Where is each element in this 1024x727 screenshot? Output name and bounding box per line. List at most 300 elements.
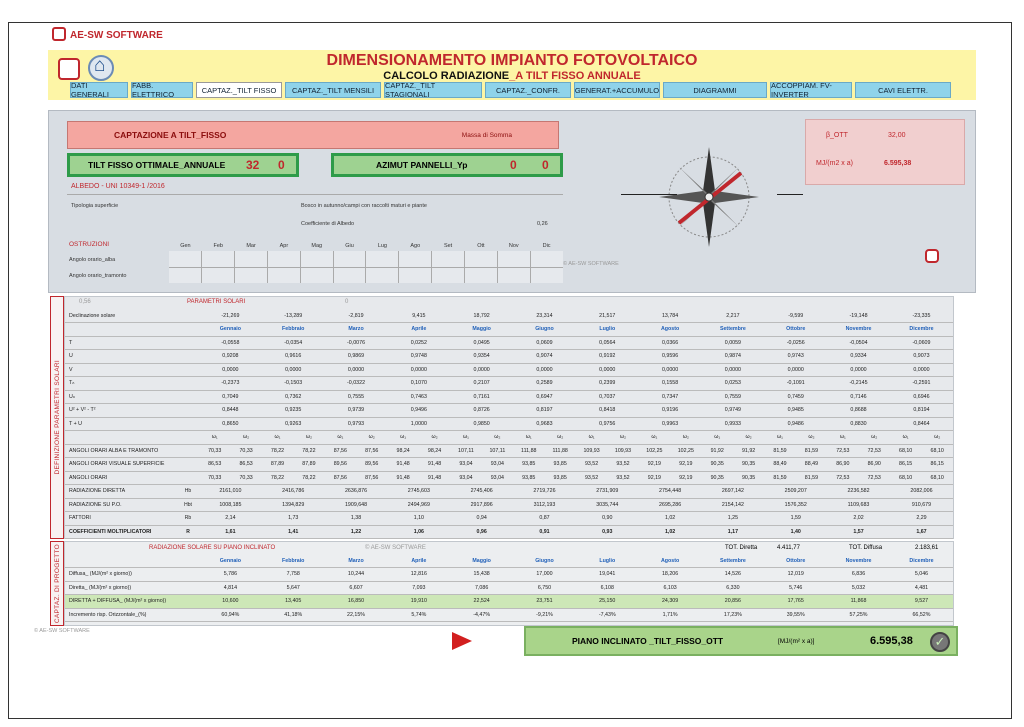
check-icon[interactable]: ✓ [930, 632, 950, 652]
row-symbol [177, 309, 199, 323]
table-cell: ω₁ [262, 431, 293, 445]
table-cell: 0,90 [576, 512, 639, 526]
table-cell: 0,91 [513, 525, 576, 539]
tab-5[interactable]: CAPTAZ._TILT STAGIONALI [384, 82, 482, 98]
table-cell: -0,0354 [262, 336, 325, 350]
ostruzioni-cell[interactable] [334, 251, 366, 267]
table-cell: 6,330 [702, 581, 765, 595]
table-cell: 1394,829 [262, 498, 325, 512]
row-symbol [177, 458, 199, 472]
table-cell: 19,910 [387, 595, 450, 609]
table-cell: 72,53 [827, 471, 858, 485]
captazione-panel [48, 110, 976, 293]
table-cell: ω₁ [199, 431, 230, 445]
table-cell: 0,9263 [262, 417, 325, 431]
table-cell: 3035,744 [576, 498, 639, 512]
table-cell: 3112,193 [513, 498, 576, 512]
table-cell: -7,43% [576, 608, 639, 622]
table-cell: 88,49 [796, 458, 827, 472]
ostruzioni-cell[interactable] [366, 268, 398, 284]
ostruzioni-cell[interactable] [465, 268, 497, 284]
row-symbol [177, 431, 199, 445]
table-cell: 0,9235 [262, 404, 325, 418]
table-cell: -0,1091 [764, 377, 827, 391]
ostruzioni-cell[interactable] [432, 251, 464, 267]
table-cell: 22,524 [450, 595, 513, 609]
table-cell: Luglio [576, 323, 639, 337]
table-cell: 68,10 [890, 444, 921, 458]
table-cell: 0,9756 [576, 417, 639, 431]
table-cell: 2,14 [199, 512, 262, 526]
tab-10[interactable]: CAVI ELETTR. [855, 82, 951, 98]
table-cell: 87,89 [262, 458, 293, 472]
ostruzioni-cell[interactable] [169, 251, 201, 267]
ostruzioni-cell[interactable] [334, 268, 366, 284]
ostruzioni-month: Nov [508, 243, 519, 249]
table-row [65, 595, 953, 609]
table-cell: 89,56 [325, 458, 356, 472]
table-cell: 1,17 [702, 525, 765, 539]
table-cell: -0,2591 [890, 377, 953, 391]
table-cell: -19,148 [827, 309, 890, 323]
row-symbol [177, 404, 199, 418]
albedo-coef-value: 0,26 [537, 221, 548, 227]
table-cell: 0,9496 [387, 404, 450, 418]
tab-4[interactable]: CAPTAZ._TILT MENSILI [285, 82, 381, 98]
table-cell: 17,000 [513, 568, 576, 582]
table-cell: 1,22 [325, 525, 388, 539]
table-cell: 0,8650 [199, 417, 262, 431]
ostruzioni-cell[interactable] [202, 268, 234, 284]
ostruzioni-grid[interactable] [169, 251, 563, 283]
table-cell: 111,88 [544, 444, 575, 458]
ostruzioni-cell[interactable] [169, 268, 201, 284]
ostruzioni-month: Ago [410, 243, 421, 249]
table-cell: ω₂ [796, 431, 827, 445]
table-cell: 1576,352 [764, 498, 827, 512]
row-label: Declinazione solare [65, 309, 177, 323]
table-cell: 93,52 [576, 458, 607, 472]
table-row [65, 525, 953, 539]
table-cell: 2,217 [702, 309, 765, 323]
row-label: Diretta_ (MJ/(m² x giorno)) [65, 581, 177, 595]
table-cell: -0,0076 [325, 336, 388, 350]
table-row [65, 323, 953, 337]
table-cell: 0,9074 [513, 350, 576, 364]
table-cell: 0,7463 [387, 390, 450, 404]
table-cell: 2695,286 [639, 498, 702, 512]
table-cell: -21,269 [199, 309, 262, 323]
compass-icon [649, 139, 769, 257]
table-cell: 98,24 [419, 444, 450, 458]
row-symbol [177, 323, 199, 337]
table-cell: -13,289 [262, 309, 325, 323]
table-cell: 0,0564 [576, 336, 639, 350]
table-cell: 2731,909 [576, 485, 639, 499]
ostruzioni-cell[interactable] [498, 251, 530, 267]
ostruzioni-month: Feb [213, 243, 223, 249]
table-cell: 0,6946 [890, 390, 953, 404]
row-label: Incremento risp. Orizzontale_(%) [65, 608, 177, 622]
table-cell: ω₂ [356, 431, 387, 445]
table-cell: 2754,448 [639, 485, 702, 499]
table-cell: 87,89 [293, 458, 324, 472]
table-cell: ω₂ [544, 431, 575, 445]
table-cell: 0,9596 [639, 350, 702, 364]
row-symbol: Hb [177, 485, 199, 499]
table-cell: -2,819 [325, 309, 388, 323]
table-cell: 107,11 [450, 444, 481, 458]
table-cell: Maggio [450, 323, 513, 337]
table-cell: -23,335 [890, 309, 953, 323]
table-row [65, 431, 953, 445]
table-cell: 10,244 [325, 568, 388, 582]
table-cell: Novembre [827, 554, 890, 568]
row-symbol [177, 581, 199, 595]
table-cell: 0,2107 [450, 377, 513, 391]
table-cell: 15,438 [450, 568, 513, 582]
table-cell: ω₁ [576, 431, 607, 445]
ostruzioni-cell[interactable] [235, 268, 267, 284]
table-cell: -9,21% [513, 608, 576, 622]
table-cell: -9,599 [764, 309, 827, 323]
tipologia-value[interactable]: Bosco in autunno/campi con raccolti maturi e piante [301, 203, 427, 209]
table-cell: 87,56 [325, 471, 356, 485]
table-cell: Luglio [576, 554, 639, 568]
table-cell: -0,0322 [325, 377, 388, 391]
params-table-panel: 0,56 PARAMETRI SOLARI 0 Declinazione solare -21,269 -13,289 -2,819 9,415 18,792 23,314 21,517 13,784 2,217 -9,599 -19,148 -23,335 Gennaio Febbraio Marzo Aprile Maggio Giugno Luglio Agosto Settembre Ottobre Novembre Dicembre T -0,0558 -0,0354 -0,0076 0,0252 0,0495 0,0609 0,0564 0,0366 0,0059 -0,0256 -0,0504 -0,0609 U 0,9208 0,9616 0,9869 0,9748 0,9354 0,9074 0,9192 0,9596 0,9874 0,9743 0,9334 0,9073 V 0,0000 0,0000 0,0000 0,0000 0,0000 0,0000 0,0000 0,0000 0,0000 0,0000 0,0000 0,0000 Tₙ -0,2373 -0,1503 -0,0322 0,1070 0,2107 0,2589 0,2399 0,1558 0,0253 -0,1091 -0,2145 -0,2591 Uₙ 0,7049 0,7362 0,7555 0,7463 0,7161 0,6947 0,7037 0,7347 0,7559 0,7459 0,7146 0,6946 U² + V² - T² 0,8448 0,9235 0,9739 0,9496 0,8726 0,8197 0,8418 0,9196 0,9749 0,9485 0,8688 0,8194 T + U 0,8650 0,9263 0,9793 1,0000 0,9850 0,9683 0,9756 0,9963 0,9933 0,9486 0,8830 0,8464 ω₁ ω₂ ω₁ ω₂ ω₁ ω₂ ω₁ ω₂ ω₁ ω₂ ω₁ ω₂ ω₁ ω₂ ω₁ ω₂ ω₁ ω₂ ω₁ ω₂ ω₁ ω₂ ω₁ ω₂ ANGOLI ORARI ALBA E TRAMONTO 70,33 70,33 78,22 78,22 87,56 87,56 98,24 98,24 107,11 107,11 111,88 111,88 109,93 109,93 102,25 102,25 91,92 91,92 81,59 81,59 72,53 72,53 68,10 68,10 ANGOLI ORARI VISUALE SUPERFICIE 86,53 86,53 87,89 87,89 89,56 89,56 91,48 91,48 93,04 93,04 93,85 93,85 93,52 93,52 92,19 92,19 90,35 90,35 88,49 88,49 86,90 86,90 86,15 86,15 ANGOLI ORARI 70,33 70,33 78,22 78,22 87,56 87,56 91,48 91,48 93,04 93,04 93,85 93,85 93,52 93,52 92,19 92,19 90,35 90,35 81,59 81,59 72,53 72,53 68,10 68,10 RADIAZIONE DIRETTA Hb 2161,010 2416,786 2636,876 2745,603 2745,406 2719,726 2731,909 2754,448 2697,142 2509,207 2236,582 2082,006 RADIAZIONE SU P.O. Hbt 1008,185 1394,829 1909,648 2494,969 2917,896 3112,193 3035,744 2695,286 2154,142 1576,352 1109,683 910,679 FATTORI Rb 2,14 1,73 1,38 1,10 0,94 0,87 0,90 1,02 1,25 1,59 2,02 2,29 COEFFICIENTI MOLTIPLICATORI R 1,61 1,41 1,22 1,06 0,96 0,91 0,93 1,02 1,17 1,40 1,57 1,67 [64, 296, 954, 539]
table-cell: 1,41 [262, 525, 325, 539]
table-cell: 2745,406 [450, 485, 513, 499]
table-cell: 93,52 [607, 458, 638, 472]
row-symbol: R [177, 525, 199, 539]
table-cell: 93,52 [607, 471, 638, 485]
table-cell: 0,9748 [387, 350, 450, 364]
ostruzioni-cell[interactable] [399, 268, 431, 284]
table-cell: -0,0256 [764, 336, 827, 350]
table-cell: 19,041 [576, 568, 639, 582]
row-symbol [177, 471, 199, 485]
ostruzioni-month: Gen [180, 243, 191, 249]
table-cell: 0,0253 [702, 377, 765, 391]
table-cell: 102,25 [670, 444, 701, 458]
tab-9[interactable]: ACCOPPIAM. FV-INVERTER [770, 82, 852, 98]
table-cell: 22,15% [325, 608, 388, 622]
row-label [65, 323, 177, 337]
tipologia-label: Tipologia superficie [71, 203, 119, 209]
table-cell: 17,765 [764, 595, 827, 609]
table-cell: 2636,876 [325, 485, 388, 499]
table-cell: Dicembre [890, 323, 953, 337]
table-cell: 0,1558 [639, 377, 702, 391]
page-title: DIMENSIONAMENTO IMPIANTO FOTOVOLTAICO [326, 52, 698, 69]
table-cell: 2,29 [890, 512, 953, 526]
table-cell: 2236,582 [827, 485, 890, 499]
table-cell: 5,74% [387, 608, 450, 622]
tab-7[interactable]: GENERAT.+ACCUMULO [574, 82, 660, 98]
ostruzioni-cell[interactable] [531, 251, 563, 267]
table-cell: 87,56 [356, 444, 387, 458]
table-row [65, 458, 953, 472]
tab-bar [48, 82, 976, 100]
table-row [65, 377, 953, 391]
table-cell: 0,9683 [513, 417, 576, 431]
table-cell: 90,35 [733, 458, 764, 472]
table-cell: 0,8194 [890, 404, 953, 418]
table-cell: 92,19 [639, 458, 670, 472]
table-cell: 5,032 [827, 581, 890, 595]
table-cell: 2719,726 [513, 485, 576, 499]
table-cell: Maggio [450, 554, 513, 568]
ostruzioni-month: Dic [542, 243, 551, 249]
ostruzioni-cell[interactable] [235, 251, 267, 267]
table-cell: 1,71% [639, 608, 702, 622]
table-cell: 78,22 [293, 444, 324, 458]
params-side-label: DEFINIZIONE PARAMETRI SOLARI [50, 296, 64, 539]
ostruzioni-month: Set [443, 243, 453, 249]
table-cell: 1,59 [764, 512, 827, 526]
tab-3[interactable]: CAPTAZ._TILT FISSO [196, 82, 282, 98]
table-cell: 12,019 [764, 568, 827, 582]
ostruzioni-month: Mag [311, 243, 323, 249]
row-label: ANGOLI ORARI [65, 471, 177, 485]
table-cell: 1,73 [262, 512, 325, 526]
location-label: Massa di Somma [461, 131, 512, 139]
table-cell: 1,61 [199, 525, 262, 539]
tab-6[interactable]: CAPTAZ._CONFR. [485, 82, 571, 98]
table-cell: 78,22 [262, 471, 293, 485]
table-cell: 72,53 [859, 471, 890, 485]
ostruzioni-cell[interactable] [366, 251, 398, 267]
table-cell: 0,7146 [827, 390, 890, 404]
table-cell: 0,0000 [639, 363, 702, 377]
table-cell: 2161,010 [199, 485, 262, 499]
table-cell: 0,7161 [450, 390, 513, 404]
table-cell: 1,38 [325, 512, 388, 526]
table-cell: 0,93 [576, 525, 639, 539]
table-cell: Settembre [702, 554, 765, 568]
table-cell: 25,150 [576, 595, 639, 609]
table-cell: 23,314 [513, 309, 576, 323]
table-cell: 18,206 [639, 568, 702, 582]
table-cell: 92,19 [670, 471, 701, 485]
table-cell: 93,04 [482, 458, 513, 472]
table-cell: 6,607 [325, 581, 388, 595]
row-label: Tₙ [65, 377, 177, 391]
table-cell: 0,9208 [199, 350, 262, 364]
table-row [65, 608, 953, 622]
ostruzioni-cell[interactable] [432, 268, 464, 284]
ostruzioni-cell[interactable] [531, 268, 563, 284]
table-cell: 11,868 [827, 595, 890, 609]
table-cell: 81,59 [796, 444, 827, 458]
table-cell: 57,25% [827, 608, 890, 622]
row-label: Uₙ [65, 390, 177, 404]
table-row [65, 336, 953, 350]
table-cell: 86,15 [921, 458, 953, 472]
table-cell: 109,93 [576, 444, 607, 458]
table-cell: 0,9354 [450, 350, 513, 364]
row-symbol [177, 554, 199, 568]
table-cell: 70,33 [199, 444, 230, 458]
table-cell: 6,103 [639, 581, 702, 595]
ostruzioni-cell[interactable] [268, 251, 300, 267]
ostruzioni-cell[interactable] [399, 251, 431, 267]
table-cell: 0,9334 [827, 350, 890, 364]
table-cell: 1,67 [890, 525, 953, 539]
table-cell: 5,647 [262, 581, 325, 595]
tilt-box: TILT FISSO OTTIMALE_ANNUALE 32 0 [67, 153, 299, 177]
table-cell: 0,0000 [702, 363, 765, 377]
table-cell: ω₁ [827, 431, 858, 445]
table-cell: 92,19 [670, 458, 701, 472]
table-cell: 2082,006 [890, 485, 953, 499]
table-cell: 0,8197 [513, 404, 576, 418]
table-cell: 66,52% [890, 608, 953, 622]
table-cell: 68,10 [890, 471, 921, 485]
table-cell: 87,56 [325, 444, 356, 458]
table-cell: 0,8464 [890, 417, 953, 431]
table-cell: 0,8418 [576, 404, 639, 418]
ostruzioni-cell[interactable] [268, 268, 300, 284]
table-cell: ω₁ [764, 431, 795, 445]
table-cell: ω₂ [670, 431, 701, 445]
table-cell: 0,96 [450, 525, 513, 539]
table-cell: 1,06 [387, 525, 450, 539]
table-cell: 86,90 [827, 458, 858, 472]
table-cell: Febbraio [262, 323, 325, 337]
table-cell: Agosto [639, 554, 702, 568]
table-cell: 102,25 [639, 444, 670, 458]
table-cell: Dicembre [890, 554, 953, 568]
table-row [65, 581, 953, 595]
table-row [65, 444, 953, 458]
table-cell: ω₁ [387, 431, 418, 445]
table-cell: 0,0252 [387, 336, 450, 350]
table-cell: 0,2589 [513, 377, 576, 391]
table-cell: 0,8830 [827, 417, 890, 431]
ostruzioni-cell[interactable] [465, 251, 497, 267]
table-cell: 1,40 [764, 525, 827, 539]
table-cell: 2416,786 [262, 485, 325, 499]
ostruzioni-cell[interactable] [301, 251, 333, 267]
table-cell: 0,9743 [764, 350, 827, 364]
table-row [65, 471, 953, 485]
table-cell: 1109,683 [827, 498, 890, 512]
table-cell: ω₂ [419, 431, 450, 445]
row-symbol [177, 350, 199, 364]
table-cell: 0,8688 [827, 404, 890, 418]
row-label: RADIAZIONE DIRETTA [65, 485, 177, 499]
rad-side-label: CAPTAZ. DI PROGETTO [50, 541, 64, 626]
table-cell: 21,517 [576, 309, 639, 323]
table-cell: 91,48 [419, 458, 450, 472]
rad-table [65, 554, 953, 622]
row-label: COEFFICIENTI MOLTIPLICATORI [65, 525, 177, 539]
table-cell: 4,481 [890, 581, 953, 595]
table-cell: ω₂ [733, 431, 764, 445]
table-cell: 0,9486 [764, 417, 827, 431]
table-cell: 93,85 [544, 458, 575, 472]
table-cell: 18,792 [450, 309, 513, 323]
table-cell: 0,0000 [827, 363, 890, 377]
row-label: Diffusa_ (MJ/(m² x giorno)) [65, 568, 177, 582]
row-symbol [177, 390, 199, 404]
table-cell: 0,7049 [199, 390, 262, 404]
table-cell: Agosto [639, 323, 702, 337]
table-cell: 93,52 [576, 471, 607, 485]
ostruzioni-cell[interactable] [202, 251, 234, 267]
table-cell: 91,48 [387, 471, 418, 485]
table-cell: 72,53 [827, 444, 858, 458]
table-cell: 0,2399 [576, 377, 639, 391]
ostruzioni-month: Mar [246, 243, 256, 249]
table-cell: 93,04 [450, 471, 481, 485]
table-cell: 1,10 [387, 512, 450, 526]
table-cell: 0,9739 [325, 404, 388, 418]
table-cell: 910,679 [890, 498, 953, 512]
table-cell: 78,22 [262, 444, 293, 458]
tab-2[interactable]: FABB. ELETTRICO [131, 82, 193, 98]
table-cell: 87,56 [356, 471, 387, 485]
row-symbol [177, 363, 199, 377]
table-cell: 2494,969 [387, 498, 450, 512]
table-cell: -0,2145 [827, 377, 890, 391]
tab-1[interactable]: DATI GENERALI [70, 82, 128, 98]
table-cell: 70,33 [230, 471, 261, 485]
table-cell: 92,19 [639, 471, 670, 485]
table-cell: 98,24 [387, 444, 418, 458]
table-cell: 20,856 [702, 595, 765, 609]
table-cell: 0,8726 [450, 404, 513, 418]
table-cell: 88,49 [764, 458, 795, 472]
horizon-line-right [777, 194, 803, 195]
row-label: V [65, 363, 177, 377]
table-cell: 86,15 [890, 458, 921, 472]
table-cell: 14,526 [702, 568, 765, 582]
table-cell: 2154,142 [702, 498, 765, 512]
ostruzioni-month: Ott [477, 243, 485, 249]
table-cell: 0,0059 [702, 336, 765, 350]
ostruzioni-month: Apr [279, 243, 289, 249]
table-cell: 81,59 [764, 471, 795, 485]
tab-8[interactable]: DIAGRAMMI [663, 82, 767, 98]
page-subtitle: CALCOLO RADIAZIONE_A TILT FISSO ANNUALE [383, 70, 641, 82]
table-cell: 23,751 [513, 595, 576, 609]
row-symbol [177, 417, 199, 431]
ostruzioni-months [169, 243, 563, 249]
table-cell: 0,0000 [764, 363, 827, 377]
table-cell: Gennaio [199, 554, 262, 568]
table-row [65, 554, 953, 568]
ostruzioni-cell[interactable] [301, 268, 333, 284]
table-cell: 91,48 [387, 458, 418, 472]
table-cell: 0,1070 [387, 377, 450, 391]
ostruzioni-cell[interactable] [498, 268, 530, 284]
row-label: U² + V² - T² [65, 404, 177, 418]
table-cell: 81,59 [764, 444, 795, 458]
table-row [65, 568, 953, 582]
table-cell: Ottobre [764, 323, 827, 337]
table-cell: 0,9196 [639, 404, 702, 418]
table-cell: 68,10 [921, 444, 953, 458]
ostruzioni-month: Giu [345, 243, 354, 249]
albedo-heading: ALBEDO - UNI 10349-1 /2016 [67, 181, 563, 195]
brand-mark-icon [925, 249, 939, 263]
row-label [65, 554, 177, 568]
table-cell: 7,758 [262, 568, 325, 582]
table-cell: ω₁ [639, 431, 670, 445]
